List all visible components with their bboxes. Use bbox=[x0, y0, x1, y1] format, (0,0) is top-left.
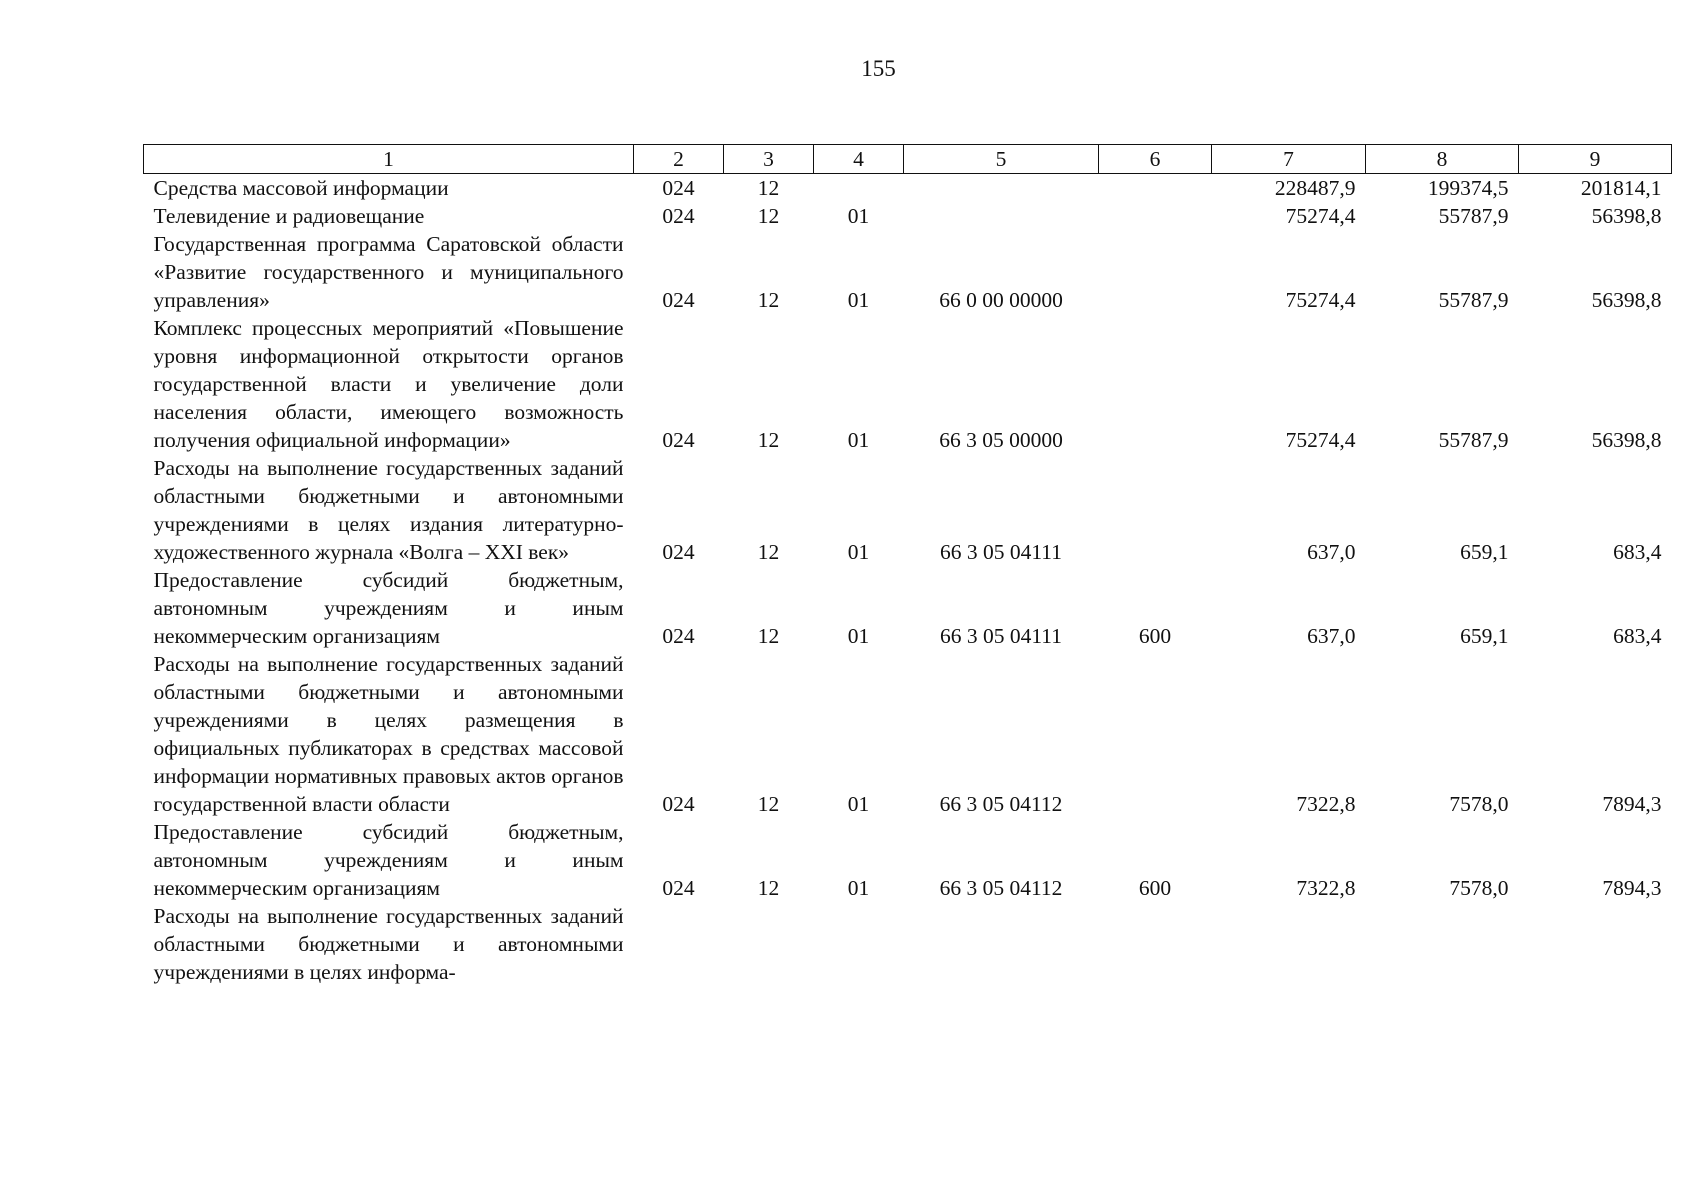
subsection-code-cell: 01 bbox=[847, 876, 870, 900]
expense-type-cell bbox=[1099, 650, 1212, 818]
amount-year-1-cell: 75274,4 bbox=[1285, 204, 1356, 228]
amount-year-2-cell: 55787,9 bbox=[1438, 428, 1509, 452]
section-code-cell: 12 bbox=[757, 176, 780, 200]
section-code-cell: 12 bbox=[757, 428, 780, 452]
section-code-cell bbox=[724, 902, 814, 986]
amount-year-1-cell: 637,0 bbox=[1307, 540, 1356, 564]
column-header-3: 3 bbox=[724, 145, 814, 174]
subsection-code-cell: 01 bbox=[847, 792, 870, 816]
table-row bbox=[144, 314, 1672, 454]
table-row bbox=[144, 650, 1672, 818]
column-header-2: 2 bbox=[634, 145, 724, 174]
admin-code-cell: 024 bbox=[662, 540, 695, 564]
subsection-code-cell: 01 bbox=[847, 204, 870, 228]
row-name-cell: Средства массовой информации bbox=[153, 176, 449, 200]
admin-code-cell: 024 bbox=[662, 176, 695, 200]
expense-type-cell bbox=[1099, 454, 1212, 566]
subsection-code-cell: 01 bbox=[847, 540, 870, 564]
amount-year-1-cell: 75274,4 bbox=[1285, 288, 1356, 312]
table-row bbox=[144, 202, 1672, 230]
amount-year-3-cell: 683,4 bbox=[1613, 624, 1662, 648]
section-code-cell: 12 bbox=[757, 876, 780, 900]
table-row bbox=[144, 902, 1672, 986]
table-row bbox=[144, 566, 1672, 650]
amount-year-3-cell: 56398,8 bbox=[1591, 428, 1662, 452]
amount-year-2-cell: 659,1 bbox=[1460, 624, 1509, 648]
row-name-cell: Расходы на выполнение государственных заданий областными бюджетными и автономными учреждениями в целях информа- bbox=[153, 904, 624, 984]
section-code-cell: 12 bbox=[757, 204, 780, 228]
row-name-cell: Комплекс процессных мероприятий «Повышение уровня информационной открытости органов государственной власти и увеличение доли населения области, имеющего возможность получения официальной информации» bbox=[153, 316, 624, 452]
target-article-cell bbox=[904, 202, 1099, 230]
table-row bbox=[144, 174, 1672, 203]
subsection-code-cell: 01 bbox=[847, 288, 870, 312]
column-header-8: 8 bbox=[1366, 145, 1519, 174]
section-code-cell: 12 bbox=[757, 288, 780, 312]
admin-code-cell: 024 bbox=[662, 288, 695, 312]
expense-type-cell: 600 bbox=[1138, 876, 1172, 900]
target-article-cell: 66 3 05 04111 bbox=[939, 624, 1063, 648]
expense-type-cell bbox=[1099, 902, 1212, 986]
target-article-cell: 66 3 05 04112 bbox=[939, 876, 1063, 900]
row-name-cell: Телевидение и радиовещание bbox=[153, 204, 425, 228]
admin-code-cell: 024 bbox=[662, 876, 695, 900]
table-row bbox=[144, 818, 1672, 902]
admin-code-cell: 024 bbox=[662, 428, 695, 452]
target-article-cell: 66 3 05 04111 bbox=[939, 540, 1063, 564]
section-code-cell: 12 bbox=[757, 792, 780, 816]
expense-type-cell bbox=[1099, 314, 1212, 454]
amount-year-3-cell: 56398,8 bbox=[1591, 204, 1662, 228]
subsection-code-cell bbox=[814, 174, 904, 203]
target-article-cell: 66 3 05 04112 bbox=[939, 792, 1063, 816]
amount-year-1-cell: 7322,8 bbox=[1296, 792, 1356, 816]
expense-type-cell bbox=[1099, 202, 1212, 230]
subsection-code-cell: 01 bbox=[847, 428, 870, 452]
table-row bbox=[144, 454, 1672, 566]
row-name-cell: Предоставление субсидий бюджетным, автономным учреждениям и иным некоммерческим организациям bbox=[153, 568, 624, 648]
amount-year-3-cell: 7894,3 bbox=[1602, 792, 1662, 816]
amount-year-3-cell: 56398,8 bbox=[1591, 288, 1662, 312]
row-name-cell: Расходы на выполнение государственных заданий областными бюджетными и автономными учреждениями в целях размещения в официальных публикаторах в средствах массовой информации нормативных правовых актов органов государственной власти области bbox=[153, 652, 624, 816]
page-number: 155 bbox=[861, 56, 896, 81]
budget-table bbox=[143, 144, 1672, 986]
row-name-cell: Государственная программа Саратовской области «Развитие государственного и муниципального управления» bbox=[153, 232, 624, 312]
column-header-4: 4 bbox=[814, 145, 904, 174]
column-header-1: 1 bbox=[144, 145, 634, 174]
admin-code-cell: 024 bbox=[662, 204, 695, 228]
row-name-cell: Расходы на выполнение государственных заданий областными бюджетными и автономными учреждениями в целях издания литературно-художественного журнала «Волга – XXI век» bbox=[153, 456, 624, 564]
target-article-cell: 66 3 05 00000 bbox=[939, 428, 1063, 452]
amount-year-2-cell: 199374,5 bbox=[1427, 176, 1509, 200]
amount-year-2-cell: 55787,9 bbox=[1438, 204, 1509, 228]
target-article-cell bbox=[904, 174, 1099, 203]
amount-year-3-cell: 7894,3 bbox=[1602, 876, 1662, 900]
admin-code-cell: 024 bbox=[662, 624, 695, 648]
amount-year-3-cell: 683,4 bbox=[1613, 540, 1662, 564]
column-header-5: 5 bbox=[904, 145, 1099, 174]
table-body bbox=[144, 174, 1672, 987]
amount-year-2-cell: 7578,0 bbox=[1449, 792, 1509, 816]
section-code-cell: 12 bbox=[757, 540, 780, 564]
admin-code-cell: 024 bbox=[662, 792, 695, 816]
admin-code-cell bbox=[634, 902, 724, 986]
subsection-code-cell: 01 bbox=[847, 624, 870, 648]
amount-year-3-cell bbox=[1519, 902, 1672, 986]
table-header bbox=[144, 145, 1672, 174]
expense-type-cell bbox=[1099, 230, 1212, 314]
amount-year-2-cell: 7578,0 bbox=[1449, 876, 1509, 900]
table-row bbox=[144, 230, 1672, 314]
amount-year-1-cell: 75274,4 bbox=[1285, 428, 1356, 452]
row-name-cell: Предоставление субсидий бюджетным, автономным учреждениям и иным некоммерческим организациям bbox=[153, 820, 624, 900]
target-article-cell bbox=[904, 902, 1099, 986]
expense-type-cell: 600 bbox=[1138, 624, 1172, 648]
column-header-7: 7 bbox=[1212, 145, 1366, 174]
amount-year-2-cell: 659,1 bbox=[1460, 540, 1509, 564]
column-header-6: 6 bbox=[1099, 145, 1212, 174]
amount-year-3-cell: 201814,1 bbox=[1580, 176, 1662, 200]
target-article-cell: 66 0 00 00000 bbox=[939, 288, 1063, 312]
amount-year-1-cell: 228487,9 bbox=[1274, 176, 1356, 200]
subsection-code-cell bbox=[814, 902, 904, 986]
amount-year-1-cell: 7322,8 bbox=[1296, 876, 1356, 900]
header-row bbox=[144, 145, 1672, 174]
amount-year-1-cell: 637,0 bbox=[1307, 624, 1356, 648]
section-code-cell: 12 bbox=[757, 624, 780, 648]
amount-year-2-cell: 55787,9 bbox=[1438, 288, 1509, 312]
column-header-9: 9 bbox=[1519, 145, 1672, 174]
amount-year-1-cell bbox=[1212, 902, 1366, 986]
amount-year-2-cell bbox=[1366, 902, 1519, 986]
expense-type-cell bbox=[1099, 174, 1212, 203]
